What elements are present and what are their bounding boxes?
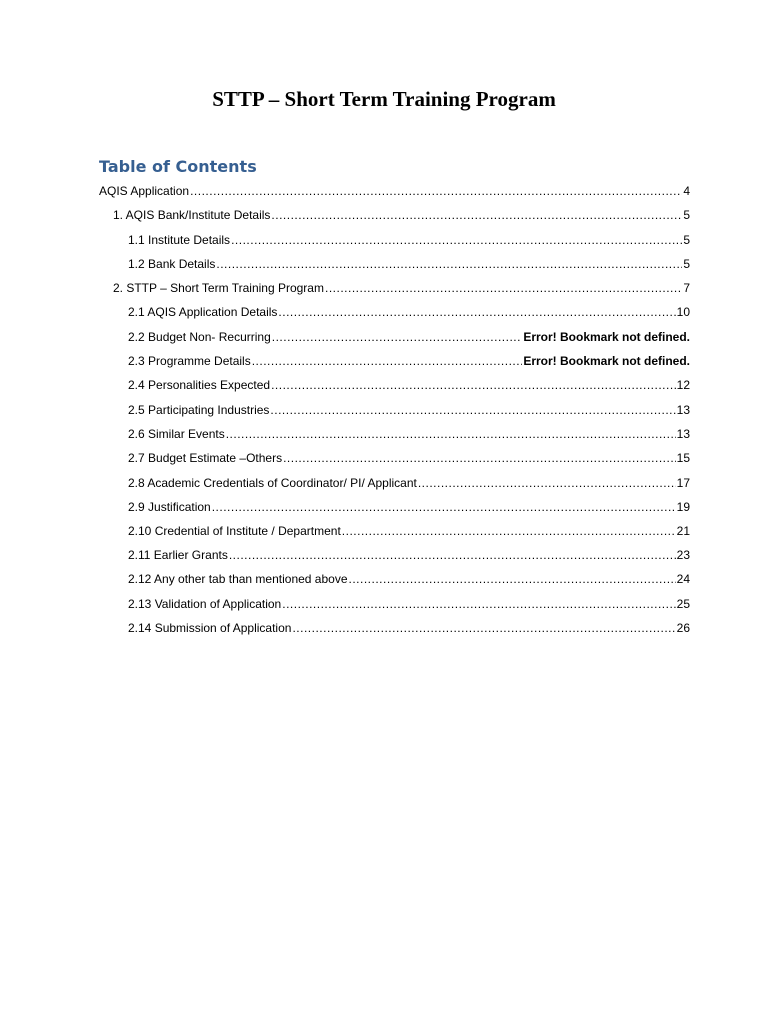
- toc-entry[interactable]: [128, 253, 690, 271]
- toc-entry-page: Error! Bookmark not defined.: [523, 354, 690, 368]
- toc-entry-page: 13: [676, 427, 690, 441]
- toc-entry-label: 2.4 Personalities Expected: [128, 378, 271, 392]
- toc-entry-page: 26: [676, 621, 690, 635]
- toc-entry-label: 2.13 Validation of Application: [128, 597, 282, 611]
- toc-entry-page: 5: [683, 208, 690, 222]
- toc-entry-page: 19: [676, 500, 690, 514]
- toc-entry[interactable]: [128, 568, 690, 586]
- toc-entry-label: 2.10 Credential of Institute / Department: [128, 524, 341, 538]
- toc-entry[interactable]: [128, 374, 690, 392]
- toc-entry-label: 2.2 Budget Non- Recurring: [128, 330, 271, 344]
- toc-entry-label: 2.9 Justification: [128, 500, 211, 514]
- toc-entry-page: 13: [676, 403, 690, 417]
- toc-entry-page: 12: [676, 378, 690, 392]
- toc-entry[interactable]: [128, 301, 690, 319]
- dot-leader: [271, 208, 682, 222]
- toc-entry[interactable]: [128, 496, 690, 514]
- toc-entry-page: 7: [683, 281, 690, 295]
- toc-entry-page: 23: [676, 548, 690, 562]
- toc-entry-label: AQIS Application: [99, 184, 190, 198]
- toc-entry[interactable]: [128, 593, 690, 611]
- dot-leader: [292, 621, 675, 635]
- dot-leader: [216, 257, 682, 271]
- dot-leader: [229, 548, 676, 562]
- toc-entry-label: 2.11 Earlier Grants: [128, 548, 228, 562]
- toc-entry[interactable]: [128, 229, 690, 247]
- toc-entry-page: 24: [676, 572, 690, 586]
- toc-entry-page: 17: [676, 476, 690, 490]
- toc-entry[interactable]: [128, 423, 690, 441]
- toc-entry-page: 4: [683, 184, 690, 198]
- dot-leader: [282, 597, 675, 611]
- toc-entry[interactable]: [99, 180, 690, 198]
- toc-entry[interactable]: [128, 520, 690, 538]
- dot-leader: [231, 233, 682, 247]
- toc-entry-label: 2.14 Submission of Application: [128, 621, 292, 635]
- toc-entry-label: 1.1 Institute Details: [128, 233, 231, 247]
- dot-leader: [270, 403, 675, 417]
- toc-entry-label: 2.6 Similar Events: [128, 427, 225, 441]
- document-title: STTP – Short Term Training Program: [212, 87, 556, 111]
- toc-entry-label: 1. AQIS Bank/Institute Details: [113, 208, 271, 222]
- toc-entry-page: Error! Bookmark not defined.: [523, 330, 690, 344]
- toc-entry-label: 2.3 Programme Details: [128, 354, 251, 368]
- toc-entry-page: 21: [676, 524, 690, 538]
- dot-leader: [190, 184, 682, 198]
- toc-entry-label: 2.8 Academic Credentials of Coordinator/ PI/ Applicant: [128, 476, 417, 490]
- toc-entry-page: 15: [676, 451, 690, 465]
- toc-entry[interactable]: [128, 447, 690, 465]
- dot-leader: [271, 378, 676, 392]
- toc-entry[interactable]: [128, 399, 690, 417]
- dot-leader: [272, 330, 523, 344]
- dot-leader: [252, 354, 523, 368]
- toc-entry-page: 5: [683, 233, 690, 247]
- toc-entry-page: 10: [676, 305, 690, 319]
- dot-leader: [212, 500, 676, 514]
- dot-leader: [283, 451, 676, 465]
- toc-entry-page: 5: [683, 257, 690, 271]
- toc-entry-label: 2. STTP – Short Term Training Program: [113, 281, 324, 295]
- toc-entry[interactable]: [113, 204, 690, 222]
- toc-entry[interactable]: [128, 617, 690, 635]
- toc-entry-label: 2.5 Participating Industries: [128, 403, 270, 417]
- dot-leader: [342, 524, 676, 538]
- toc-heading: Table of Contents: [99, 157, 257, 176]
- dot-leader: [418, 476, 676, 490]
- toc-entry[interactable]: [113, 277, 690, 295]
- toc-entry-label: 2.12 Any other tab than mentioned above: [128, 572, 348, 586]
- dot-leader: [226, 427, 676, 441]
- toc-entry-page: 25: [676, 597, 690, 611]
- toc-entry[interactable]: [128, 544, 690, 562]
- dot-leader: [349, 572, 676, 586]
- toc-entry[interactable]: [128, 472, 690, 490]
- toc-entry[interactable]: [128, 326, 690, 344]
- dot-leader: [278, 305, 675, 319]
- toc-entry-label: 2.7 Budget Estimate –Others: [128, 451, 283, 465]
- toc-entry-label: 1.2 Bank Details: [128, 257, 216, 271]
- toc-entry-label: 2.1 AQIS Application Details: [128, 305, 278, 319]
- toc-entry[interactable]: [128, 350, 690, 368]
- dot-leader: [325, 281, 682, 295]
